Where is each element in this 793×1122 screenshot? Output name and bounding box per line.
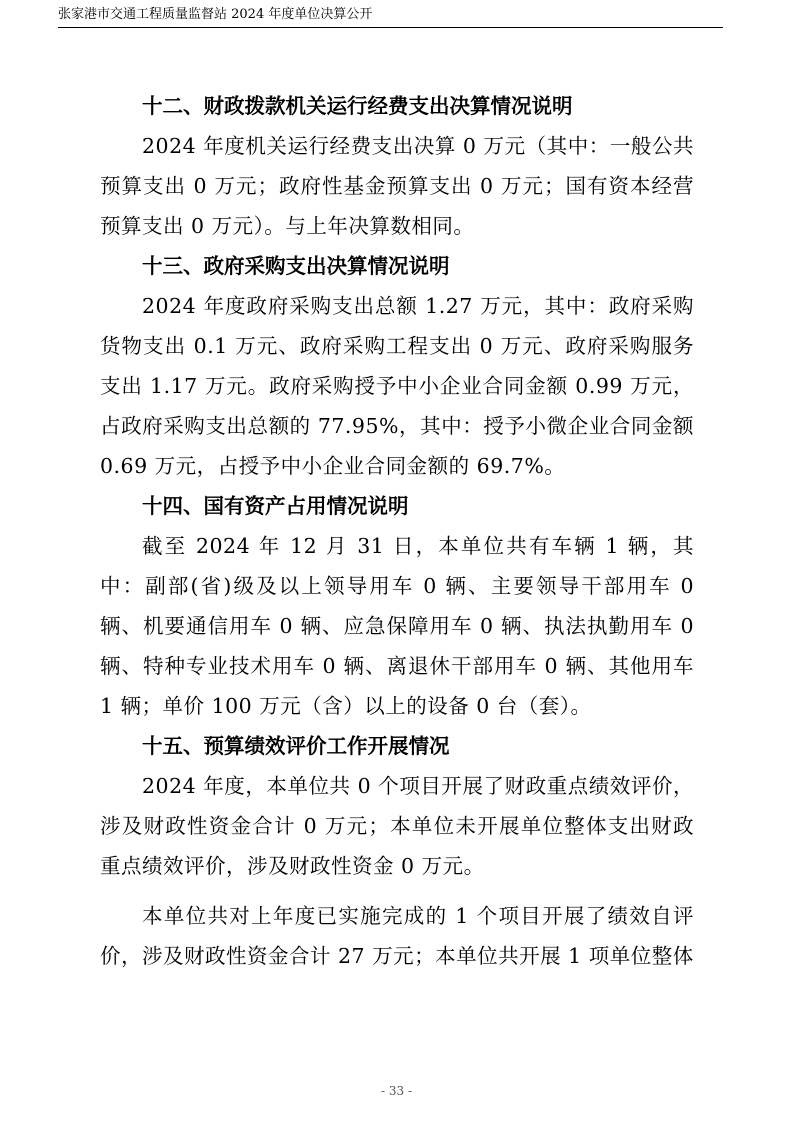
section-heading: 十四、国有资产占用情况说明 xyxy=(142,494,409,518)
section-12 xyxy=(100,86,694,246)
section-paragraph: 本单位共对上年度已实施完成的 1 个项目开展了绩效自评价，涉及财政性资金合计 27 万元；本单位共开展 1 项单位整体 xyxy=(100,904,694,968)
section-paragraph: 2024 年度政府采购支出总额 1.27 万元，其中：政府采购货物支出 0.1 万元、政府采购工程支出 0 万元、政府采购服务支出 1.17 万元。政府采购授予中小企业合同金额 0.99 万元，占政府采购支出总额的 77.95%，其中：授予小微企业合同金额 0.69 万元，占授予中小企业合同金额的 69.7%。 xyxy=(100,294,694,478)
section-15 xyxy=(100,726,694,976)
section-13 xyxy=(100,246,694,486)
document-body xyxy=(100,86,694,976)
section-heading: 十五、预算绩效评价工作开展情况 xyxy=(142,734,450,758)
section-paragraph: 截至 2024 年 12 月 31 日，本单位共有车辆 1 辆，其中：副部(省)级及以上领导用车 0 辆、主要领导干部用车 0 辆、机要通信用车 0 辆、应急保障用车 0 辆、执法执勤用车 0 辆、特种专业技术用车 0 辆、离退休干部用车 0 辆、其他用车 1 辆；单价 100 万元（含）以上的设备 0 台（套）。 xyxy=(100,534,694,718)
section-heading: 十三、政府采购支出决算情况说明 xyxy=(142,254,450,278)
section-heading: 十二、财政拨款机关运行经费支出决算情况说明 xyxy=(142,94,573,118)
section-paragraph: 2024 年度机关运行经费支出决算 0 万元（其中：一般公共预算支出 0 万元；政府性基金预算支出 0 万元；国有资本经营预算支出 0 万元）。与上年决算数相同。 xyxy=(100,134,694,238)
section-paragraph: 2024 年度，本单位共 0 个项目开展了财政重点绩效评价，涉及财政性资金合计 0 万元；本单位未开展单位整体支出财政重点绩效评价，涉及财政性资金 0 万元。 xyxy=(100,774,694,878)
page-number: - 33 - xyxy=(380,1084,412,1098)
section-14 xyxy=(100,486,694,726)
header-rule xyxy=(58,27,723,28)
page-header: 张家港市交通工程质量监督站 2024 年度单位决算公开 xyxy=(58,7,373,22)
